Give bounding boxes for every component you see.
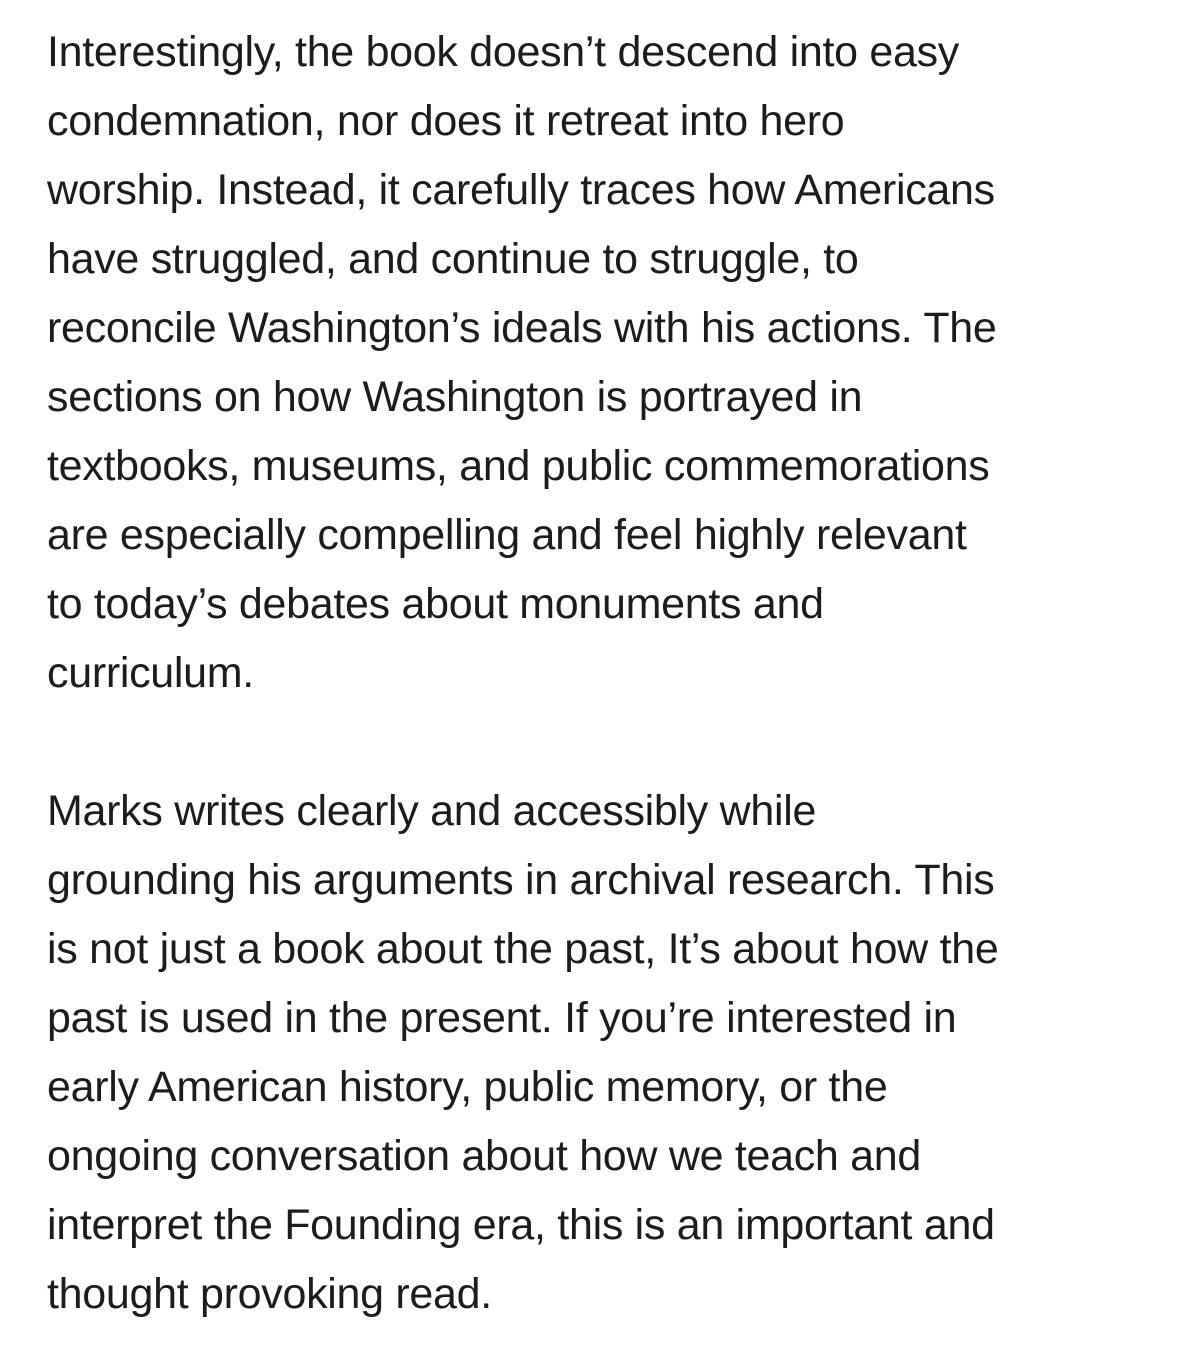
review-paragraph-1: [47, 18, 1157, 708]
text-line: Marks writes clearly and accessibly while: [47, 787, 817, 835]
text-line: is not just a book about the past, It’s about how the: [47, 925, 999, 973]
text-line: have struggled, and continue to struggle, to: [47, 235, 859, 283]
text-line: grounding his arguments in archival research. This: [47, 856, 995, 904]
text-line: reconcile Washington’s ideals with his actions. The: [47, 304, 997, 352]
text-line: to today’s debates about monuments and: [47, 580, 824, 628]
text-line: are especially compelling and feel highly relevant: [47, 511, 967, 559]
review-text: [47, 18, 1157, 1329]
text-line: early American history, public memory, or the: [47, 1063, 888, 1111]
text-line: condemnation, nor does it retreat into hero: [47, 97, 845, 145]
review-paragraph-2: [47, 777, 1157, 1329]
text-line: ongoing conversation about how we teach and: [47, 1132, 922, 1180]
text-line: Interestingly, the book doesn’t descend into easy: [47, 28, 959, 76]
text-line: interpret the Founding era, this is an important and: [47, 1201, 995, 1249]
text-line: sections on how Washington is portrayed in: [47, 373, 863, 421]
text-line: worship. Instead, it carefully traces how Americans: [47, 166, 995, 214]
text-line: textbooks, museums, and public commemorations: [47, 442, 990, 490]
text-line: thought provoking read.: [47, 1270, 492, 1318]
text-line: past is used in the present. If you’re interested in: [47, 994, 957, 1042]
text-line: curriculum.: [47, 649, 254, 697]
